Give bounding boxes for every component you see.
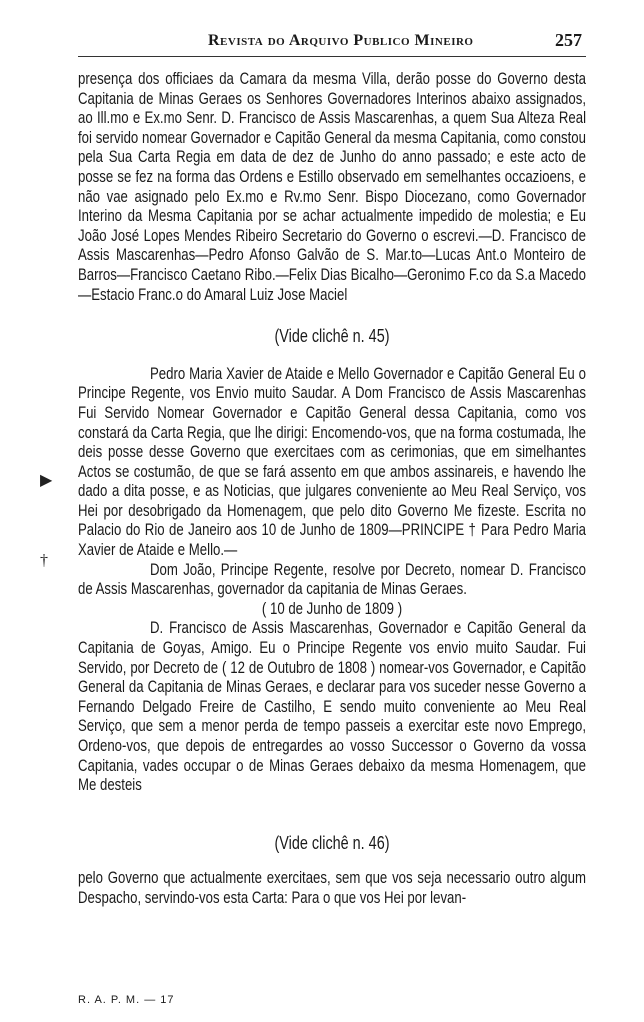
- margin-mark-icon: †: [40, 552, 48, 569]
- cliche-reference-46: (Vide clichê n. 46): [274, 832, 390, 853]
- paragraph-continuation: pelo Governo que actualmente exercitaes, sem que vos seja necessario outro algum Despacho, servindo-vos esta Carta: Para o que vos Hei por levan-: [78, 869, 586, 907]
- margin-arrow-icon: ▶: [40, 472, 53, 489]
- decree-date: ( 10 de Junho de 1809 ): [261, 599, 403, 618]
- cliche-reference-45: (Vide clichê n. 45): [274, 326, 390, 347]
- paragraph-posse: presença dos officiaes da Camara da mesma Villa, derão posse do Governo desta Capitania de Minas Geraes os Senhores Governadores Interinos abaixo assignados, ao Ill.mo e Ex.mo Senr. D. Francisco de Assis Mascarenhas, a quem Sua Alteza Real foi servido nomear Governador e Capitão General da mesma Capitania, como constou pela Sua Carta Regia em data de dez de Junho do anno passado; e este acto de posse se fez na forma das Ordens e Estillo observado em semelhantes occazioens, e não vae asignado pelo Ex.mo e Rv.mo Senr. Bispo Diocezano, como Governador Interino da Mesma Capitania por se achar actualmente impedido de molestia; e Eu João José Lopes Mendes Ribeiro Secretario do Governo o escrevi.—D. Francisco de Assis Mascarenhas—Pedro Afonso Galvão de S. Mar.to—Lucas Ant.o Monteiro de Barros—Francisco Caetano Ribo.—Felix Dias Bicalho—Geronimo F.co da S.a Macedo—Estacio Franc.o do Amaral Luiz Jose Maciel: [78, 70, 586, 304]
- journal-title: Revista do Arquivo Publico Mineiro: [208, 32, 474, 49]
- paragraph-decreto: Dom João, Principe Regente, resolve por Decreto, nomear D. Francisco de Assis Mascarenhas, governador da capitania de Minas Geraes.: [78, 560, 586, 599]
- page-number: 257: [555, 30, 582, 50]
- running-header: [78, 30, 586, 57]
- paragraph-carta-goyas: D. Francisco de Assis Mascarenhas, Governador e Capitão General da Capitania de Goyas, Amigo. Eu o Principe Regente vos envio muito Saudar. Fui Servido, por Decreto de ( 12 de Outubro de 1808 ) nomear-vos Governador, e Capitão General da Capitania de Minas Geraes, e declarar para vos suceder nesse Governo a Fernando Delgado Freire de Castilho, E sendo muito conveniente ao Meu Real Serviço, que sem a menor perda de tempo passeis a exercitar este novo Emprego, Ordeno-vos, que depois de entregardes ao vosso Successor o Governo da vossa Capitania, vades occupar o de Minas Geraes debaixo da mesma Homenagem, que Me desteis: [78, 619, 586, 795]
- paragraph-carta-regia: Pedro Maria Xavier de Ataide e Mello Governador e Capitão General Eu o Principe Regente, vos Envio muito Saudar. A Dom Francisco de Assis Mascarenhas Fui Servido Nomear Governador e Capitão General dessa Capitania, como vos constará da Carta Regia, que lhe dirigi: Encomendo-vos, que na forma costumada, lhe deis posse desse Governo que exercitaes com as cerimonias, que em simelhantes Actos se costumão, de que se fará assento em que ambos assinareis, e havendo lhe dado a dita posse, e as Noticias, que julgares conveniente ao Meu Real Serviço, vos Hei por desobrigado da Homenagem, que pelo dito Governo Me fizeste. Escrita no Palacio do Rio de Janeiro aos 10 de Junho de 1809—PRINCIPE † Para Pedro Maria Xavier de Ataide e Mello.—: [78, 364, 586, 560]
- page-body: [78, 70, 586, 909]
- page-footer: R. A. P. M. — 17: [78, 994, 175, 1006]
